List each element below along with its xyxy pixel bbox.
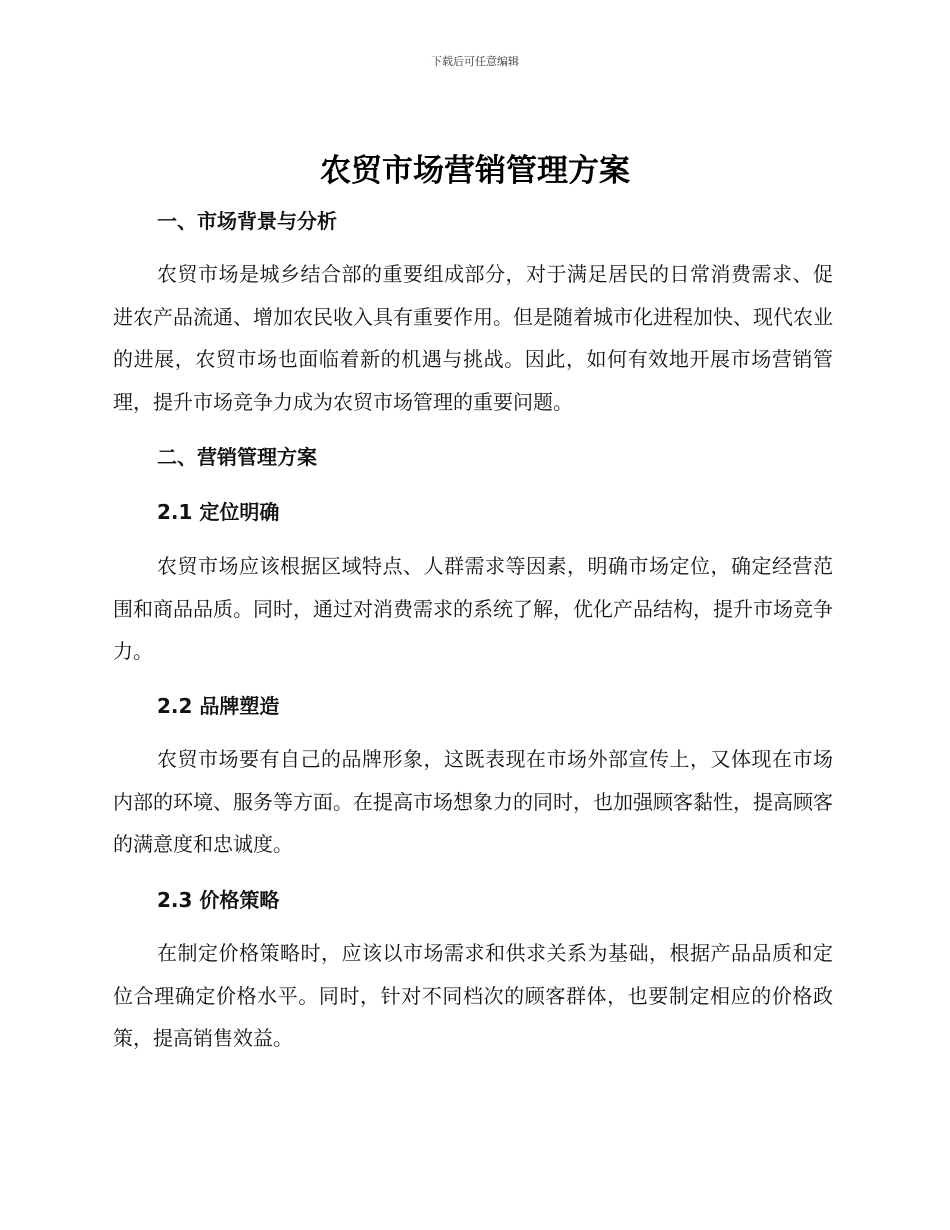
subsection-heading-branding: 2.2 品牌塑造 [157, 694, 280, 718]
paragraph-pricing: 在制定价格策略时，应该以市场需求和供求关系为基础，根据产品品质和定位合理确定价格水平。同时，针对不同档次的顾客群体，也要制定相应的价格政策，提高销售效益。 [113, 941, 833, 1051]
paragraph-positioning: 农贸市场应该根据区域特点、人群需求等因素，明确市场定位，确定经营范围和商品品质。同时，通过对消费需求的系统了解，优化产品结构，提升市场竞争力。 [113, 554, 833, 664]
subsection-heading-pricing: 2.3 价格策略 [157, 888, 280, 912]
subsection-heading-positioning: 2.1 定位明确 [157, 500, 280, 524]
section-heading-plan: 二、营销管理方案 [157, 445, 317, 469]
paragraph-background: 农贸市场是城乡结合部的重要组成部分，对于满足居民的日常消费需求、促进农产品流通、增加农民收入具有重要作用。但是随着城市化进程加快、现代农业的进展，农贸市场也面临着新的机遇与挑战。因此，如何有效地开展市场营销管理，提升市场竞争力成为农贸市场管理的重要问题。 [113, 262, 833, 415]
header-note: 下载后可任意编辑 [431, 55, 519, 68]
document-title: 农贸市场营销管理方案 [320, 153, 630, 189]
section-heading-background: 一、市场背景与分析 [157, 209, 337, 233]
paragraph-branding: 农贸市场要有自己的品牌形象，这既表现在市场外部宣传上，又体现在市场内部的环境、服务等方面。在提高市场想象力的同时，也加强顾客黏性，提高顾客的满意度和忠诚度。 [113, 747, 833, 857]
